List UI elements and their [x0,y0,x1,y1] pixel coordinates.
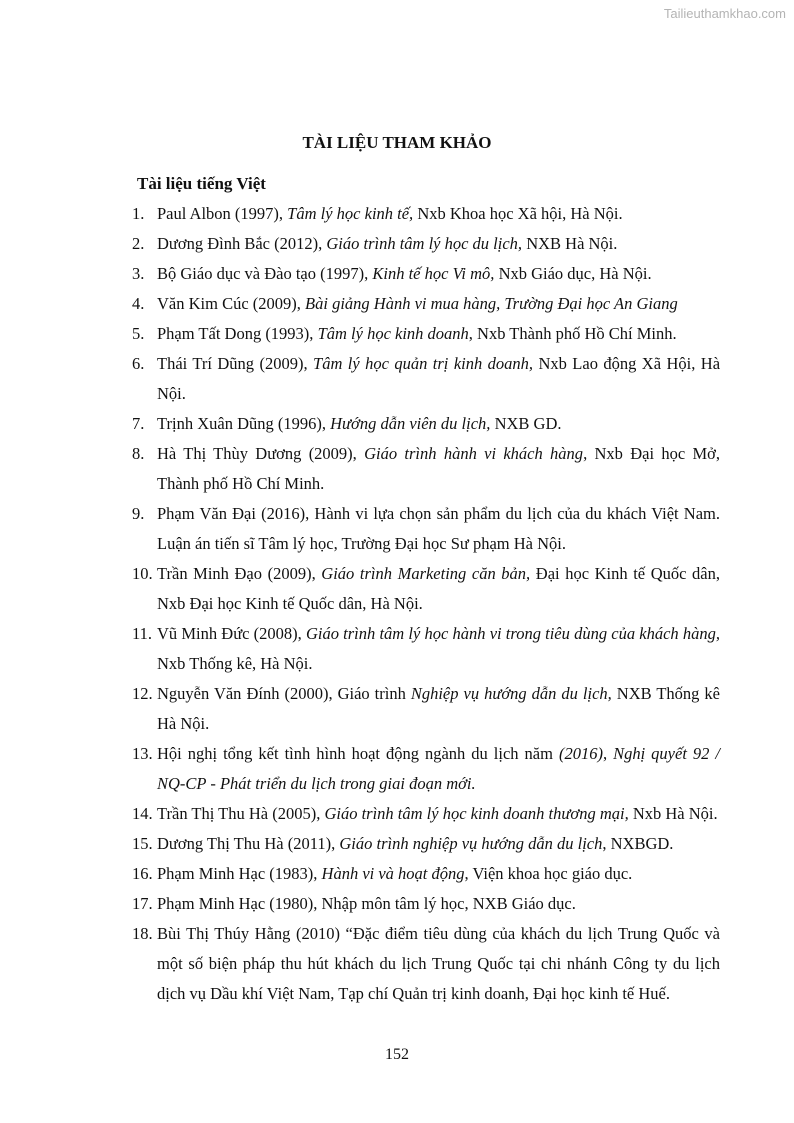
reference-text [157,319,720,349]
reference-item [132,349,720,409]
reference-text [157,409,720,439]
reference-title: Kinh tế học Vi mô, [372,264,495,283]
reference-text [157,499,720,559]
reference-number: 18. [132,924,153,943]
reference-title: Giáo trình Marketing căn bản, [321,564,531,583]
reference-item [132,619,720,679]
reference-text [157,859,720,889]
reference-item [132,259,720,289]
reference-title: Bài giảng Hành vi mua hàng, Trường Đại học An Giang [305,294,678,313]
reference-item [132,199,720,229]
reference-list [132,199,720,1009]
reference-title-extra: Nghị quyết 92 / NQ-CP - Phát triển du lịch trong giai đoạn mới. [157,744,720,793]
reference-authors: Phạm Tất Dong (1993), [157,324,318,343]
reference-number: 15. [132,834,153,853]
reference-authors: Hội nghị tổng kết tình hình hoạt động ngành du lịch năm [157,744,559,763]
reference-number: 8. [132,444,145,463]
reference-text [157,199,720,229]
reference-authors: Paul Albon (1997), [157,204,288,223]
reference-text [157,799,720,829]
reference-authors: Văn Kim Cúc (2009), [157,294,306,313]
reference-item [132,499,720,559]
reference-text [157,889,720,919]
reference-publisher: Nxb Lao động Xã Hội, Hà Nội. [157,354,721,403]
reference-text [157,259,720,289]
reference-item [132,679,720,739]
reference-title: Giáo trình tâm lý học du lịch, [326,234,523,253]
reference-item [132,859,720,889]
page-number: 152 [385,1046,409,1063]
reference-number: 6. [132,354,145,373]
reference-authors: Vũ Minh Đức (2008), [157,624,306,643]
reference-authors: Bùi Thị Thúy Hằng (2010) “Đặc điểm tiêu dùng của khách du lịch Trung Quốc và một số biện pháp thu hút khách du lịch Trung Quốc tại chi nhánh Công ty du lịch dịch vụ Dầu khí Việt Nam, Tạp chí Quản trị kinh doanh, Đại học kinh tế Huế. [157,924,720,1003]
reference-number: 13. [132,744,153,763]
reference-publisher: NXB Thống kê Hà Nội. [157,684,720,733]
reference-title: Giáo trình tâm lý học hành vi trong tiêu dùng của khách hàng, [305,624,720,643]
reference-item [132,829,720,859]
reference-text [157,739,720,799]
reference-text [157,439,720,499]
reference-number: 4. [132,294,145,313]
reference-publisher: , [602,744,614,763]
reference-text [157,229,720,259]
reference-text [157,349,720,409]
reference-publisher: NXB Hà Nội. [522,234,618,253]
reference-text [157,559,720,619]
reference-publisher: , NXBGD. [602,834,674,853]
reference-title: Nghiệp vụ hướng dẫn du lịch, [410,684,612,703]
watermark: Tailieuthamkhao.com [663,6,786,21]
reference-title: Tâm lý học kinh tế, [287,204,414,223]
reference-item [132,559,720,619]
reference-text [157,679,720,739]
reference-number: 2. [132,234,145,253]
reference-title: Giáo trình tâm lý học kinh doanh thương mại, [324,804,629,823]
reference-title: Tâm lý học quản trị kinh doanh, [313,354,534,373]
reference-authors: Phạm Minh Hạc (1983), [157,864,322,883]
reference-title: Hướng dẫn viên du lịch, [330,414,491,433]
reference-number: 10. [132,564,153,583]
reference-number: 5. [132,324,145,343]
reference-authors: Nguyễn Văn Đính (2000), Giáo trình [157,684,411,703]
reference-title: (2016) [558,744,603,763]
page-title: TÀI LIỆU THAM KHẢO [302,133,492,152]
reference-authors: Dương Đình Bắc (2012), [157,234,327,253]
reference-authors: Trịnh Xuân Dũng (1996), [157,414,331,433]
reference-item [132,919,720,1009]
reference-title: Giáo trình nghiệp vụ hướng dẫn du lịch [339,834,603,853]
reference-item [132,889,720,919]
reference-publisher: Nxb Hà Nội. [628,804,718,823]
reference-item [132,319,720,349]
reference-publisher: Nxb Thống kê, Hà Nội. [157,654,313,673]
reference-text [157,829,720,859]
reference-number: 7. [132,414,145,433]
reference-authors: Bộ Giáo dục và Đào tạo (1997), [157,264,373,283]
reference-publisher: Đại học Kinh tế Quốc dân, Nxb Đại học Kinh tế Quốc dân, Hà Nội. [157,564,720,613]
reference-authors: Phạm Minh Hạc (1980), Nhập môn tâm lý học, NXB Giáo dục. [157,894,576,913]
reference-authors: Hà Thị Thùy Dương (2009), [157,444,365,463]
section-title: Tài liệu tiếng Việt [137,174,266,193]
reference-authors: Phạm Văn Đại (2016), Hành vi lựa chọn sản phẩm du lịch của du khách Việt Nam. Luận án tiến sĩ Tâm lý học, Trường Đại học Sư phạm Hà Nội. [157,504,720,553]
reference-publisher: , Nxb Đại học Mở, Thành phố Hồ Chí Minh. [157,444,720,493]
reference-number: 11. [132,624,153,643]
reference-number: 17. [132,894,153,913]
reference-text [157,919,720,1009]
reference-item [132,799,720,829]
reference-text [157,619,720,679]
reference-item [132,739,720,799]
reference-number: 16. [132,864,153,883]
reference-number: 9. [132,504,145,523]
reference-publisher: , Viện khoa học giáo dục. [464,864,633,883]
reference-title: Tâm lý học kinh doanh [317,324,469,343]
reference-title: Giáo trình hành vi khách hàng [364,444,584,463]
reference-number: 3. [132,264,145,283]
reference-authors: Trần Thị Thu Hà (2005), [157,804,325,823]
reference-item [132,439,720,499]
reference-publisher: NXB GD. [490,414,562,433]
reference-number: 1. [132,204,145,223]
reference-text [157,289,720,319]
reference-publisher: Nxb Giáo dục, Hà Nội. [494,264,652,283]
reference-item [132,409,720,439]
reference-publisher: , Nxb Thành phố Hồ Chí Minh. [468,324,677,343]
reference-authors: Dương Thị Thu Hà (2011), [157,834,340,853]
reference-authors: Thái Trí Dũng (2009), [157,354,314,373]
reference-item [132,229,720,259]
reference-number: 12. [132,684,153,703]
reference-authors: Trần Minh Đạo (2009), [157,564,322,583]
reference-item [132,289,720,319]
reference-number: 14. [132,804,153,823]
reference-title: Hành vi và hoạt động [321,864,465,883]
reference-publisher: Nxb Khoa học Xã hội, Hà Nội. [413,204,623,223]
